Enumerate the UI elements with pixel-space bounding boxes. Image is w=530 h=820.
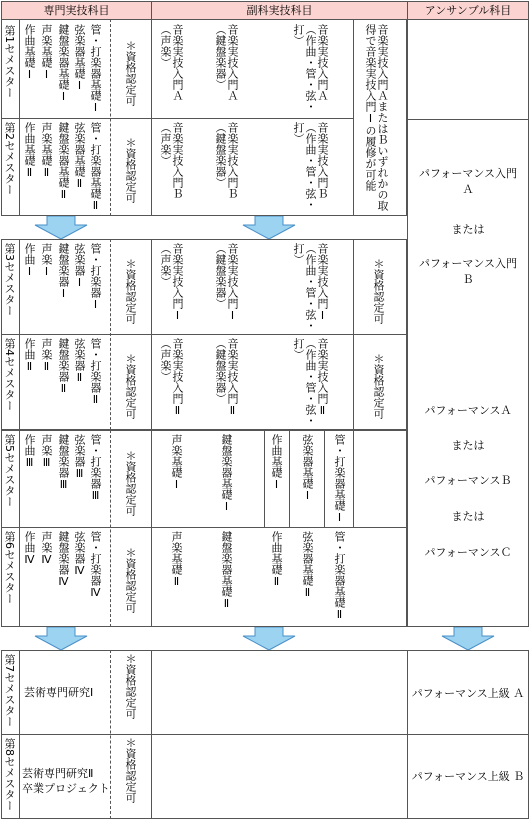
certification-note: ＊資格認定可	[124, 258, 137, 324]
arrow-down-icon	[243, 627, 295, 650]
course-major: 作曲Ⅰ	[23, 243, 36, 278]
course-minor: 作曲基礎Ⅰ	[270, 434, 283, 491]
course-minor: 鍵盤楽器基礎Ⅱ	[220, 531, 233, 610]
ensemble-course: パフォーマンス上級 Ａ	[411, 687, 525, 700]
ensemble-course: パフォーマンス入門 Ｂ	[418, 257, 518, 286]
semester-label: 第7セメスター	[3, 654, 16, 727]
course-minor: 音楽実技入門Ａ（声楽）	[159, 24, 184, 101]
course-major: 管・打楽器Ⅰ	[89, 243, 102, 311]
course-major: 弦楽器基礎Ⅱ	[73, 122, 86, 190]
certification-note: ＊資格認定可	[124, 450, 137, 516]
course-major: 鍵盤楽器基礎Ⅱ	[57, 122, 70, 201]
ensemble-or: または	[451, 223, 485, 236]
course-major: 作曲基礎Ⅱ	[23, 122, 36, 179]
course-major: 弦楽器基礎Ⅰ	[73, 24, 86, 92]
course-major: 管・打楽器Ⅲ	[89, 434, 102, 502]
course-major: 鍵盤楽器基礎Ⅰ	[57, 24, 70, 103]
course-major: 管・打楽器基礎Ⅱ	[89, 122, 102, 212]
semester-label: 第2セメスター	[3, 122, 16, 195]
ensemble-or: または	[451, 439, 485, 452]
course-major: 声楽基礎Ⅱ	[40, 122, 53, 179]
certification-note: ＊資格認定可	[124, 137, 137, 203]
arrow-down-icon	[243, 216, 295, 239]
course-major: 卒業プロジェクト	[22, 782, 110, 795]
ensemble-course: パフォーマンス入門 Ａ	[418, 167, 518, 196]
course-major: 芸術専門研究Ⅰ	[24, 686, 94, 699]
certification-note: ＊資格認定可	[124, 547, 137, 613]
course-minor: 管・打楽器基礎Ⅰ	[333, 434, 346, 524]
course-minor: 音楽実技入門Ｂ（鍵盤楽器）	[214, 122, 239, 199]
semester-label: 第6セメスター	[3, 531, 16, 604]
course-minor: 音楽実技入門Ⅱ（作曲・管・弦・打）	[292, 338, 329, 426]
course-major: 鍵盤楽器Ⅲ	[57, 434, 70, 491]
course-minor: 音楽実技入門Ⅰ（声楽）	[159, 243, 184, 322]
course-major: 鍵盤楽器Ⅰ	[57, 243, 70, 300]
course-major: 芸術専門研究Ⅱ	[22, 767, 94, 780]
course-major: 作曲基礎Ⅰ	[23, 24, 36, 81]
certification-note: ＊資格認定可	[124, 737, 137, 803]
course-major: 弦楽器Ⅰ	[73, 243, 86, 289]
course-major: 作曲Ⅳ	[23, 531, 36, 566]
ensemble-course: パフォーマンスＣ	[424, 546, 512, 559]
ensemble-course: パフォーマンスＢ	[424, 474, 512, 487]
semester-label: 第4セメスター	[3, 338, 16, 411]
course-minor: 弦楽器基礎Ⅱ	[301, 531, 314, 599]
course-major: 声楽Ⅳ	[40, 531, 53, 566]
course-minor: 音楽実技入門Ａ（鍵盤楽器）	[214, 24, 239, 101]
semester-label: 第1セメスター	[3, 25, 16, 98]
certification-note: ＊資格認定可	[124, 653, 137, 719]
course-minor: 作曲基礎Ⅱ	[270, 531, 283, 588]
semester-label: 第5セメスター	[3, 434, 16, 507]
course-major: 管・打楽器Ⅳ	[89, 531, 102, 599]
course-major: 作曲Ⅱ	[23, 338, 36, 373]
course-major: 声楽Ⅲ	[40, 434, 53, 469]
certification-note: ＊資格認定可	[124, 353, 137, 419]
ensemble-course: パフォーマンスＡ	[424, 404, 512, 417]
arrow-down-icon	[35, 627, 87, 650]
course-major: 管・打楽器基礎Ⅰ	[89, 24, 102, 114]
course-minor: 鍵盤楽器基礎Ⅰ	[220, 434, 233, 513]
course-major: 声楽Ⅰ	[40, 243, 53, 278]
course-minor: 管・打楽器基礎Ⅱ	[333, 531, 346, 621]
course-major: 弦楽器Ⅳ	[73, 531, 86, 577]
course-major: 作曲Ⅲ	[23, 434, 36, 469]
course-major: 鍵盤楽器Ⅱ	[57, 338, 70, 395]
certification-note: ＊資格認定可	[124, 40, 137, 106]
course-major: 弦楽器Ⅱ	[73, 338, 86, 384]
header-fukuka: 副科実技科目	[151, 1, 408, 20]
course-minor: 音楽実技入門Ｂ（声楽）	[159, 122, 184, 199]
course-minor: 音楽実技入門Ⅱ（声楽）	[159, 338, 184, 417]
ensemble-course: パフォーマンス上級 Ｂ	[411, 770, 525, 783]
header-senmon: 専門実技科目	[1, 1, 152, 20]
certification-note: ＊資格認定可	[372, 353, 385, 419]
course-major: 弦楽器Ⅲ	[73, 434, 86, 480]
header-ensemble: アンサンブル科目	[407, 1, 529, 20]
semester-label: 第8セメスター	[3, 738, 16, 811]
certification-note: ＊資格認定可	[372, 258, 385, 324]
course-major: 声楽Ⅱ	[40, 338, 53, 373]
course-minor: 声楽基礎Ⅱ	[170, 531, 183, 588]
minor-prerequisite-note: 音楽実技入門ＡまたはＢいずれかの取得で音楽実技入門Ⅰの履修が可能	[364, 24, 389, 211]
ensemble-or: または	[451, 510, 485, 523]
course-minor: 音楽実技入門Ⅱ（鍵盤楽器）	[214, 338, 239, 417]
arrow-down-icon	[35, 216, 87, 239]
course-minor: 音楽実技入門Ａ（作曲・管・弦・打）	[292, 24, 329, 112]
semester-label: 第3セメスター	[3, 243, 16, 316]
course-minor: 弦楽器基礎Ⅰ	[301, 434, 314, 502]
course-major: 鍵盤楽器Ⅳ	[57, 531, 70, 588]
course-major: 声楽基礎Ⅰ	[40, 24, 53, 81]
course-major: 管・打楽器Ⅱ	[89, 338, 102, 406]
course-minor: 音楽実技入門Ⅰ（鍵盤楽器）	[214, 243, 239, 322]
ensemble-column	[407, 19, 529, 627]
arrow-down-icon	[442, 627, 494, 650]
course-minor: 声楽基礎Ⅰ	[170, 434, 183, 491]
course-minor: 音楽実技入門Ⅰ（作曲・管・弦・打）	[292, 243, 329, 331]
course-minor: 音楽実技入門Ｂ（作曲・管・弦・打）	[292, 122, 329, 210]
